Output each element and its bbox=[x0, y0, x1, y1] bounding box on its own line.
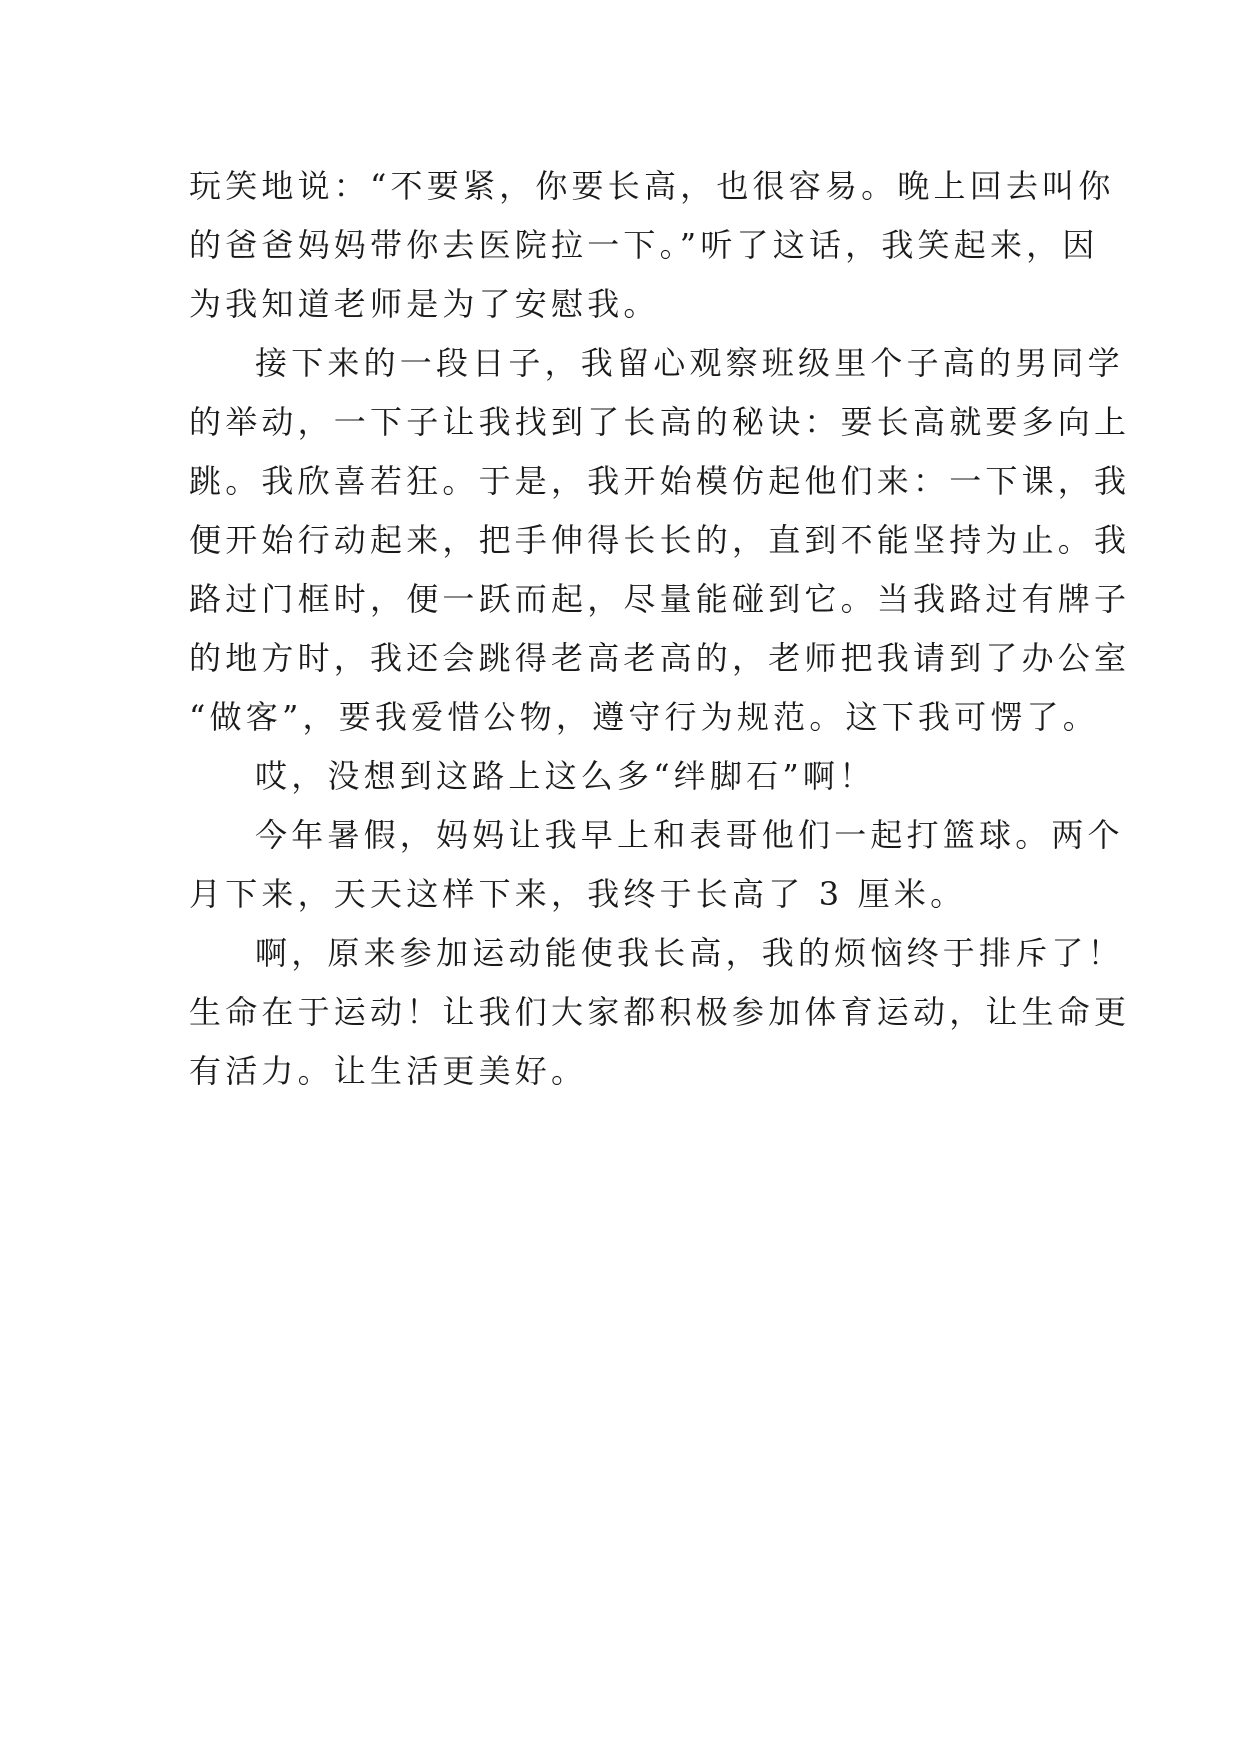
paragraph-start-line: 哎，没想到这路上这么多“绊脚石”啊！ bbox=[255, 757, 876, 795]
paragraph-start-line: 接下来的一段日子，我留心观察班级里个子高的男同学 bbox=[255, 344, 1124, 382]
text-line: 有活力。让生活更美好。 bbox=[189, 1052, 588, 1090]
text-line: 生命在于运动！让我们大家都积极参加体育运动，让生命更 bbox=[189, 993, 1131, 1031]
text-line: 的举动，一下子让我找到了长高的秘诀：要长高就要多向上 bbox=[189, 403, 1131, 441]
text-line: 的地方时，我还会跳得老高老高的，老师把我请到了办公室 bbox=[189, 639, 1131, 677]
text-line: 玩笑地说：“不要紧，你要长高，也很容易。晚上回去叫你 bbox=[189, 167, 1115, 205]
text-line: 为我知道老师是为了安慰我。 bbox=[189, 285, 660, 323]
text-line: 月下来，天天这样下来，我终于长高了 3 厘米。 bbox=[189, 875, 967, 913]
paragraph-start-line: 今年暑假，妈妈让我早上和表哥他们一起打篮球。两个 bbox=[255, 816, 1124, 854]
paragraph-start-line: 啊，原来参加运动能使我长高，我的烦恼终于排斥了！ bbox=[255, 934, 1124, 972]
text-line: 路过门框时，便一跃而起，尽量能碰到它。当我路过有牌子 bbox=[189, 580, 1131, 618]
text-line: 的爸爸妈妈带你去医院拉一下。”听了这话，我笑起来，因 bbox=[189, 226, 1099, 264]
text-line: 跳。我欣喜若狂。于是，我开始模仿起他们来：一下课，我 bbox=[189, 462, 1131, 500]
document-body bbox=[189, 157, 1131, 1101]
text-line: “做客”，要我爱惜公物，遵守行为规范。这下我可愣了。 bbox=[189, 698, 1099, 736]
text-line: 便开始行动起来，把手伸得长长的，直到不能坚持为止。我 bbox=[189, 521, 1131, 559]
